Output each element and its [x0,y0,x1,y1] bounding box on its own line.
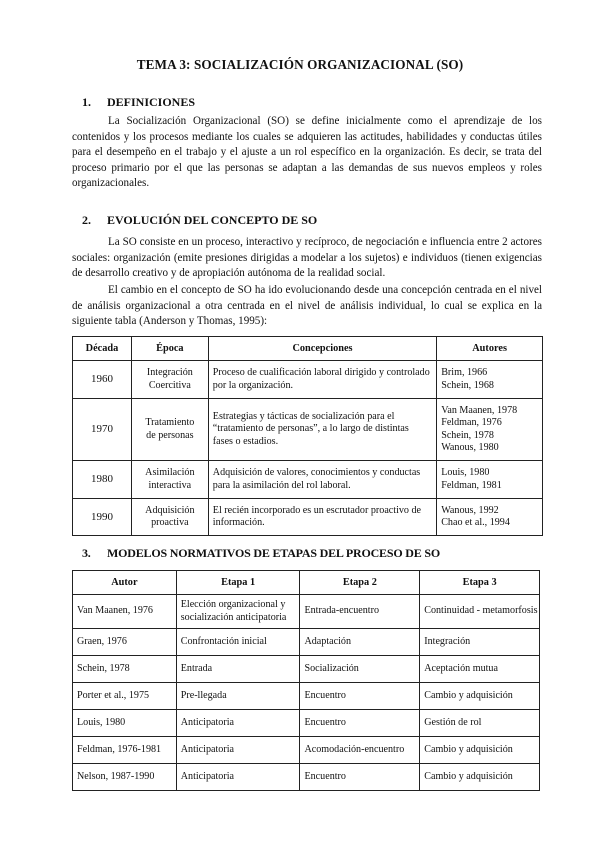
table-row [73,629,540,656]
header-autor: Autor [73,571,177,595]
section-heading-definiciones [82,95,195,110]
cell-concepcion: Adquisición de valores, conocimientos y conductas para la asimilación del rol laboral. [208,461,436,499]
cell-autor: Nelson, 1987-1990 [73,764,177,791]
table-row [73,361,543,399]
cell-etapa-2: Entrada-encuentro [300,595,420,629]
cell-etapa-2: Encuentro [300,683,420,710]
cell-epoca: Integración Coercitiva [131,361,208,399]
cell-etapa-1: Anticipatoria [176,710,300,737]
cell-etapa-3: Cambio y adquisición [420,764,540,791]
table-row [73,499,543,536]
cell-autor: Porter et al., 1975 [73,683,177,710]
table-row [73,683,540,710]
cell-etapa-3: Aceptación mutua [420,656,540,683]
section-number: 3. [82,546,91,560]
cell-etapa-3: Integración [420,629,540,656]
cell-decada: 1980 [73,461,132,499]
cell-etapa-2: Adaptación [300,629,420,656]
cell-decada: 1960 [73,361,132,399]
cell-etapa-2: Socialización [300,656,420,683]
header-epoca: Época [131,337,208,361]
paragraph-cambio: El cambio en el concepto de SO ha ido evolucionando desde una concepción centrada en el nivel de análisis organizacional a otra centrada en el nivel de análisis individual, lo cual se explica en la siguiente tabla (Anderson y Thomas, 1995): [72,284,542,328]
paragraph-definicion: La Socialización Organizacional (SO) se define inicialmente como el aprendizaje de los contenidos y los procesos mediante los cuales se adquieren las actitudes, habilidades y conductas útiles para el desempeño en el trabajo y el ajuste a un rol específico en la organización. Es decir, se trata del proceso primario por el que las personas se adaptan a las demandas de sus nuevos empleos y roles organizacionales. [72,115,542,190]
table-row [73,764,540,791]
cell-autor: Schein, 1978 [73,656,177,683]
cell-concepcion: El recién incorporado es un escrutador proactivo de información. [208,499,436,536]
table-row [73,399,543,461]
table-header-row [73,337,543,361]
section-title: MODELOS NORMATIVOS DE ETAPAS DEL PROCESO DE SO [107,546,440,560]
header-etapa-3: Etapa 3 [420,571,540,595]
cell-autor: Van Maanen, 1976 [73,595,177,629]
table-row [73,461,543,499]
cell-autores: Wanous, 1992 Chao et al., 1994 [437,499,543,536]
cell-etapa-1: Confrontación inicial [176,629,300,656]
cell-etapa-1: Elección organizacional y socialización anticipatoria [176,595,300,629]
stages-table [72,570,540,791]
section-title: EVOLUCIÓN DEL CONCEPTO DE SO [107,213,318,227]
header-decada: Década [73,337,132,361]
table-row [73,710,540,737]
cell-epoca: Tratamiento de personas [131,399,208,461]
cell-autor: Graen, 1976 [73,629,177,656]
cell-etapa-1: Pre-llegada [176,683,300,710]
section-heading-evolucion [82,213,317,228]
section-number: 2. [82,213,91,227]
cell-etapa-3: Cambio y adquisición [420,683,540,710]
evolution-table [72,336,543,536]
table-header-row [73,571,540,595]
page-title: TEMA 3: SOCIALIZACIÓN ORGANIZACIONAL (SO) [136,57,464,72]
cell-etapa-1: Anticipatoria [176,737,300,764]
cell-epoca: Adquisición proactiva [131,499,208,536]
header-autores: Autores [437,337,543,361]
paragraph-proceso: La SO consiste en un proceso, interactivo y recíproco, de negociación e influencia entre 2 actores sociales: organización (emite presiones dirigidas a modelar a los sujetos) e individuos (tienen exigencias de desarrollo creativo y de apropiación autónoma de la realidad social. [72,236,542,280]
cell-concepcion: Estrategias y tácticas de socialización para el “tratamiento de personas”, a lo largo de distintas fases o estadios. [208,399,436,461]
cell-etapa-2: Encuentro [300,764,420,791]
table-row [73,595,540,629]
cell-etapa-2: Acomodación-encuentro [300,737,420,764]
cell-autor: Feldman, 1976-1981 [73,737,177,764]
cell-decada: 1990 [73,499,132,536]
header-etapa-2: Etapa 2 [300,571,420,595]
table-row [73,737,540,764]
section-title: DEFINICIONES [107,95,196,109]
cell-decada: 1970 [73,399,132,461]
cell-etapa-1: Anticipatoria [176,764,300,791]
cell-concepcion: Proceso de cualificación laboral dirigido y controlado por la organización. [208,361,436,399]
cell-epoca: Asimilación interactiva [131,461,208,499]
section-number: 1. [82,95,91,109]
header-etapa-1: Etapa 1 [176,571,300,595]
cell-autores: Brim, 1966 Schein, 1968 [437,361,543,399]
cell-autores: Van Maanen, 1978 Feldman, 1976 Schein, 1978 Wanous, 1980 [437,399,543,461]
table-row [73,656,540,683]
cell-etapa-3: Gestión de rol [420,710,540,737]
cell-etapa-3: Cambio y adquisición [420,737,540,764]
header-concepciones: Concepciones [208,337,436,361]
cell-autor: Louis, 1980 [73,710,177,737]
cell-etapa-2: Encuentro [300,710,420,737]
section-heading-modelos [82,546,440,561]
cell-autores: Louis, 1980 Feldman, 1981 [437,461,543,499]
cell-etapa-3: Continuidad - metamorfosis [420,595,540,629]
cell-etapa-1: Entrada [176,656,300,683]
